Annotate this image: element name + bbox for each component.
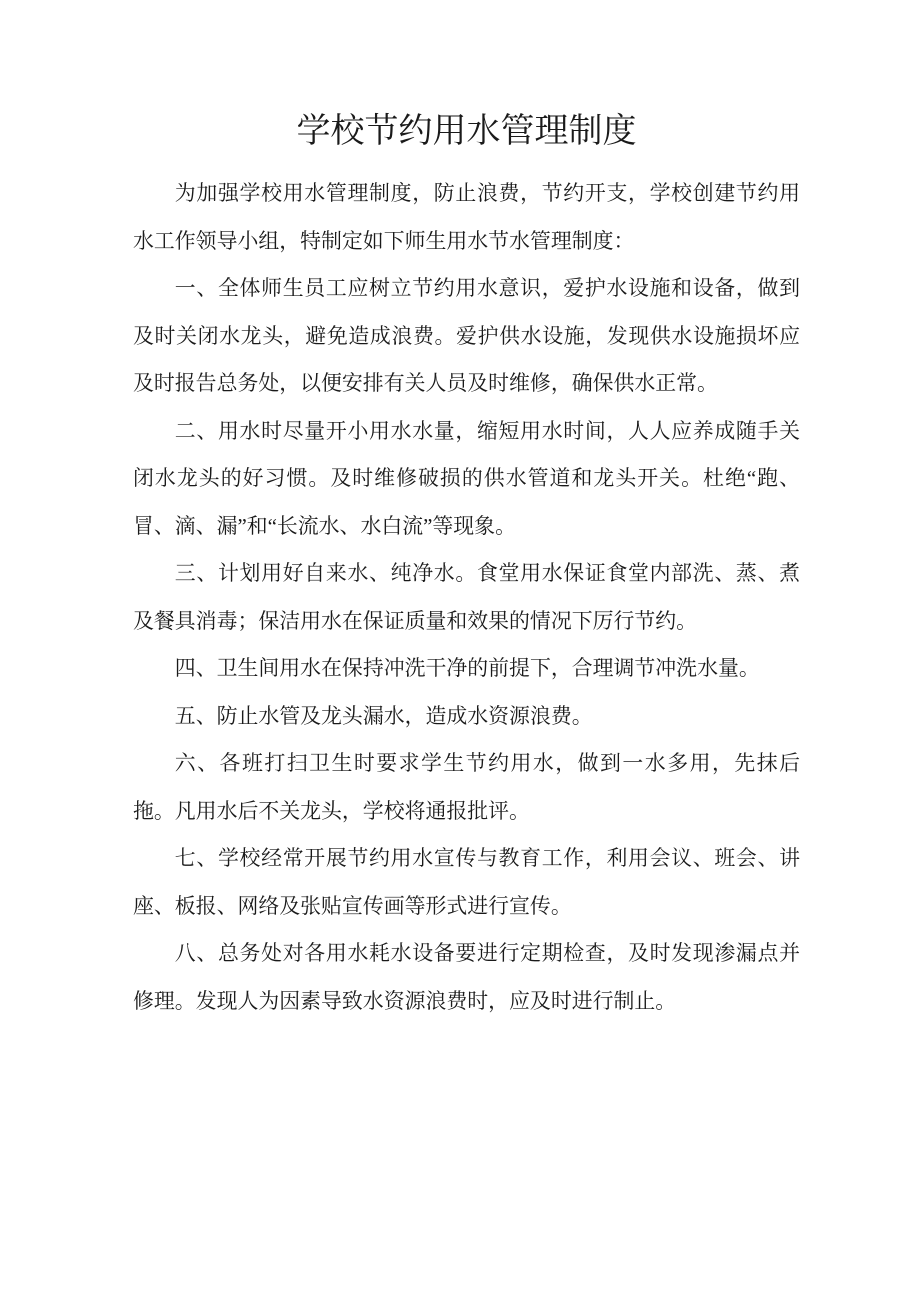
paragraph-item-1: 一、全体师生员工应树立节约用水意识，爱护水设施和设备，做到及时关闭水龙头，避免造成浪费。爱护供水设施，发现供水设施损坏应及时报告总务处，以便安排有关人员及时维修，确保供水正常。 [133, 276, 800, 395]
paragraph-item-2: 二、用水时尽量开小用水水量，缩短用水时间，人人应养成随手关闭水龙头的好习惯。及时维修破损的供水管道和龙头开关。杜绝“跑、冒、滴、漏”和“长流水、水白流”等现象。 [133, 418, 800, 538]
paragraph-intro: 为加强学校用水管理制度，防止浪费，节约开支，学校创建节约用水工作领导小组，特制定如下师生用水节水管理制度： [133, 181, 800, 253]
paragraph-item-8: 八、总务处对各用水耗水设备要进行定期检查，及时发现渗漏点并修理。发现人为因素导致水资源浪费时，应及时进行制止。 [133, 941, 800, 1013]
paragraph-item-6: 六、各班打扫卫生时要求学生节约用水，做到一水多用，先抹后拖。凡用水后不关龙头，学校将通报批评。 [133, 751, 800, 823]
paragraph-item-3: 三、计划用好自来水、纯净水。食堂用水保证食堂内部洗、蒸、煮及餐具消毒；保洁用水在保证质量和效果的情况下厉行节约。 [133, 561, 800, 633]
document-title: 学校节约用水管理制度 [296, 113, 637, 150]
paragraph-item-4: 四、卫生间用水在保持冲洗干净的前提下，合理调节冲洗水量。 [174, 656, 760, 680]
paragraph-item-7: 七、学校经常开展节约用水宣传与教育工作，利用会议、班会、讲座、板报、网络及张贴宣传画等形式进行宣传。 [133, 846, 800, 918]
paragraph-item-5: 五、防止水管及龙头漏水，造成水资源浪费。 [174, 703, 593, 728]
